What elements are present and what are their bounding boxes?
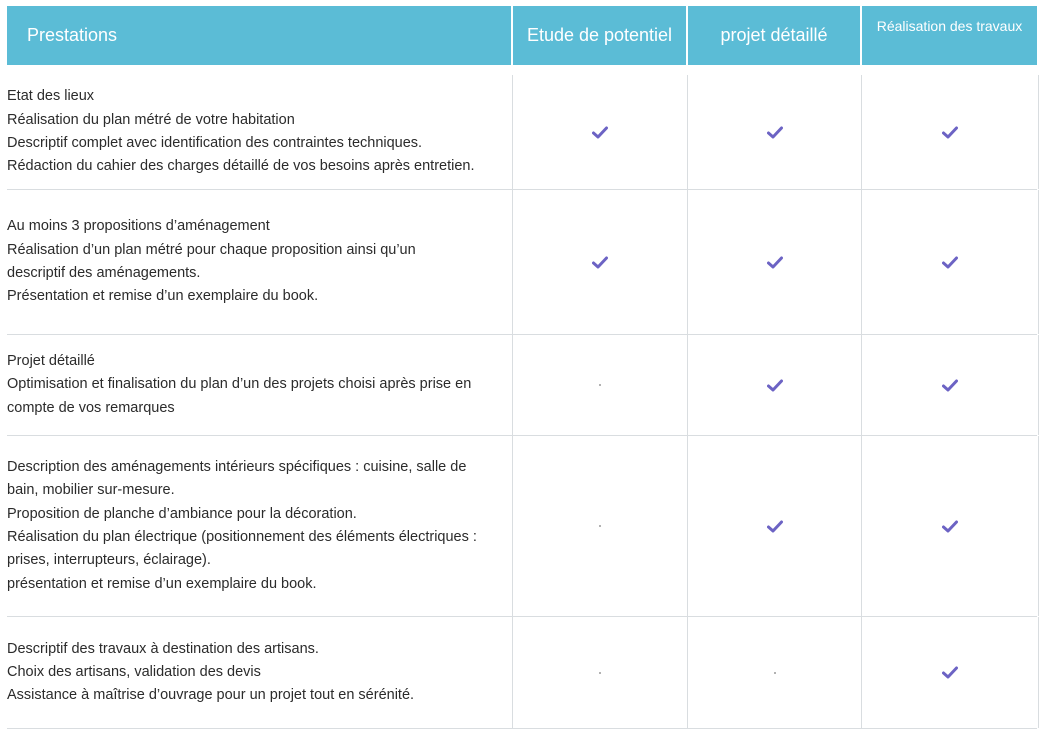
description-line: Etat des lieux — [7, 88, 95, 105]
description-line: Assistance à maîtrise d’ouvrage pour un projet tout en sérénité. — [7, 687, 415, 704]
header-realisation-des-travaux: Réalisation des travaux — [862, 6, 1037, 65]
check-icon — [942, 256, 958, 269]
check-icon — [942, 379, 958, 392]
check-icon — [942, 666, 958, 679]
table-row — [7, 436, 1037, 617]
check-icon — [942, 126, 958, 139]
cell-projet-detaille — [687, 75, 861, 189]
table-row — [7, 190, 1037, 335]
header-etude-de-potentiel: Etude de potentiel — [513, 6, 686, 65]
check-icon — [592, 256, 608, 269]
table-row — [7, 75, 1037, 190]
cell-realisation-des-travaux — [861, 335, 1039, 435]
description-line: Description des aménagements intérieurs spécifiques : cuisine, salle de — [7, 459, 467, 476]
cell-realisation-des-travaux — [861, 190, 1039, 334]
cell-etude-de-potentiel — [512, 75, 687, 189]
description-line: Réalisation du plan métré de votre habitation — [7, 111, 295, 128]
check-icon — [592, 126, 608, 139]
prestation-description — [7, 617, 511, 728]
description-line: Réalisation d’un plan métré pour chaque proposition ainsi qu’un — [7, 241, 416, 258]
header-projet-detaille: projet détaillé — [688, 6, 860, 65]
check-icon — [942, 520, 958, 533]
description-line: Projet détaillé — [7, 353, 95, 370]
description-line: Descriptif complet avec identification des contraintes techniques. — [7, 135, 423, 151]
description-line: Choix des artisans, validation des devis — [7, 663, 261, 680]
empty-dot — [599, 672, 601, 674]
check-icon — [767, 126, 783, 139]
check-icon — [767, 520, 783, 533]
description-line: bain, mobilier sur-mesure. — [7, 482, 175, 499]
cell-realisation-des-travaux — [861, 75, 1039, 189]
cell-projet-detaille — [687, 190, 861, 334]
header-prestations: Prestations — [7, 6, 511, 65]
prestation-description — [7, 335, 511, 435]
table-row — [7, 617, 1037, 729]
description-line: Présentation et remise d’un exemplaire du book. — [7, 288, 319, 305]
table-row — [7, 335, 1037, 436]
description-line: compte de vos remarques — [7, 399, 175, 416]
description-line: Réalisation du plan électrique (positionnement des éléments électriques : — [7, 529, 477, 545]
cell-projet-detaille — [687, 436, 861, 616]
description-line: Descriptif des travaux à destination des artisans. — [7, 640, 319, 657]
description-line: Optimisation et finalisation du plan d’un des projets choisi après prise en — [7, 376, 472, 393]
empty-dot — [599, 525, 601, 527]
description-line: descriptif des aménagements. — [7, 265, 201, 281]
check-icon — [767, 256, 783, 269]
empty-dot — [774, 672, 776, 674]
description-line: présentation et remise d’un exemplaire du book. — [7, 575, 317, 592]
empty-dot — [599, 384, 601, 386]
check-icon — [767, 379, 783, 392]
cell-projet-detaille — [687, 335, 861, 435]
prestation-description — [7, 190, 511, 334]
description-line: Rédaction du cahier des charges détaillé de vos besoins après entretien. — [7, 158, 475, 175]
description-line: Proposition de planche d’ambiance pour la décoration. — [7, 505, 357, 522]
description-line: prises, interrupteurs, éclairage). — [7, 552, 211, 569]
cell-etude-de-potentiel — [512, 190, 687, 334]
cell-etude-de-potentiel — [512, 617, 687, 728]
description-line: Au moins 3 propositions d’aménagement — [7, 218, 270, 235]
cell-projet-detaille — [687, 617, 861, 728]
prestation-description — [7, 436, 511, 616]
table-header — [7, 6, 1037, 65]
prestation-description — [7, 75, 511, 189]
cell-realisation-des-travaux — [861, 436, 1039, 616]
cell-etude-de-potentiel — [512, 436, 687, 616]
cell-realisation-des-travaux — [861, 617, 1039, 728]
cell-etude-de-potentiel — [512, 335, 687, 435]
